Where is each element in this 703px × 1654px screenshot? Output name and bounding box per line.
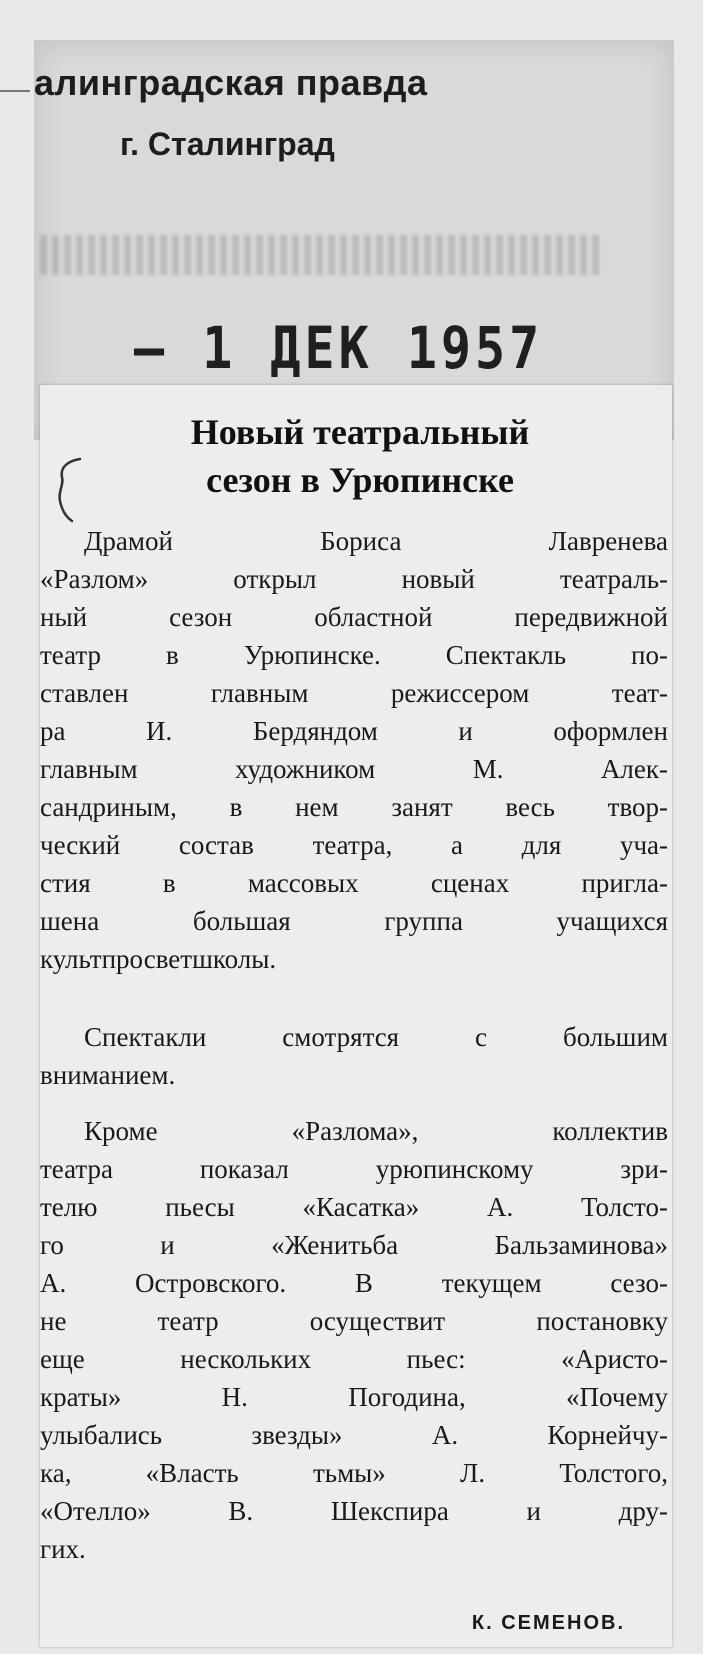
headline-line: Новый театральный <box>190 412 530 452</box>
text-line: улыбались звезды» А. Корнейчу- <box>40 1420 668 1450</box>
bleed-through-text <box>40 235 600 275</box>
text-line: ра И. Бердяндом и оформлен <box>40 716 668 746</box>
text-line: ка, «Власть тьмы» Л. Толстого, <box>40 1458 668 1488</box>
edge-rule <box>0 90 30 92</box>
stamp-date: 1 ДЕК 1957 <box>202 315 544 382</box>
stamp-dash: – <box>134 315 203 382</box>
text-line: Кроме «Разлома», коллектив <box>84 1116 668 1146</box>
text-line: не театр осуществит постановку <box>40 1306 668 1336</box>
text-line: ческий состав театра, а для уча- <box>40 830 668 860</box>
article-paragraph-1 <box>40 522 668 978</box>
text-line: Спектакли смотрятся с большим <box>84 1022 668 1052</box>
masthead-city: г. Сталинград <box>120 126 335 162</box>
text-line: «Разлом» открыл новый театраль- <box>40 564 668 594</box>
date-stamp <box>134 315 543 382</box>
article-headline <box>80 408 640 504</box>
text-line: главным художником М. Алек- <box>40 754 668 784</box>
text-line: стия в массовых сценах пригла- <box>40 868 668 898</box>
text-line: «Отелло» В. Шекспира и дру- <box>40 1496 668 1526</box>
text-line: краты» Н. Погодина, «Почему <box>40 1382 668 1412</box>
article-paragraph-2 <box>40 1018 668 1094</box>
text-line: сандриным, в нем занят весь твор- <box>40 792 668 822</box>
author-signature: К. СЕМЕНОВ. <box>471 1612 625 1634</box>
text-line: А. Островского. В текущем сезо- <box>40 1268 668 1298</box>
text-line: шена большая группа учащихся <box>40 906 668 936</box>
text-line: еще нескольких пьес: «Аристо- <box>40 1344 668 1374</box>
text-line: телю пьесы «Касатка» А. Толсто- <box>40 1192 668 1222</box>
headline-line: сезон в Урюпинске <box>206 460 514 500</box>
newspaper-masthead: алинградская правда <box>34 62 428 103</box>
text-line: ный сезон областной передвижной <box>40 602 668 632</box>
text-line: гих. <box>40 1534 86 1564</box>
text-line: театра показал урюпинскому зри- <box>40 1154 668 1184</box>
text-line: Драмой Бориса Лавренева <box>84 526 668 556</box>
text-line: культпросветшколы. <box>40 944 277 974</box>
text-line: го и «Женитьба Бальзаминова» <box>40 1230 668 1260</box>
text-line: вниманием. <box>40 1060 176 1090</box>
text-line: ставлен главным режиссером теат- <box>40 678 668 708</box>
text-line: театр в Урюпинске. Спектакль по- <box>40 640 668 670</box>
article-paragraph-3 <box>40 1112 668 1568</box>
